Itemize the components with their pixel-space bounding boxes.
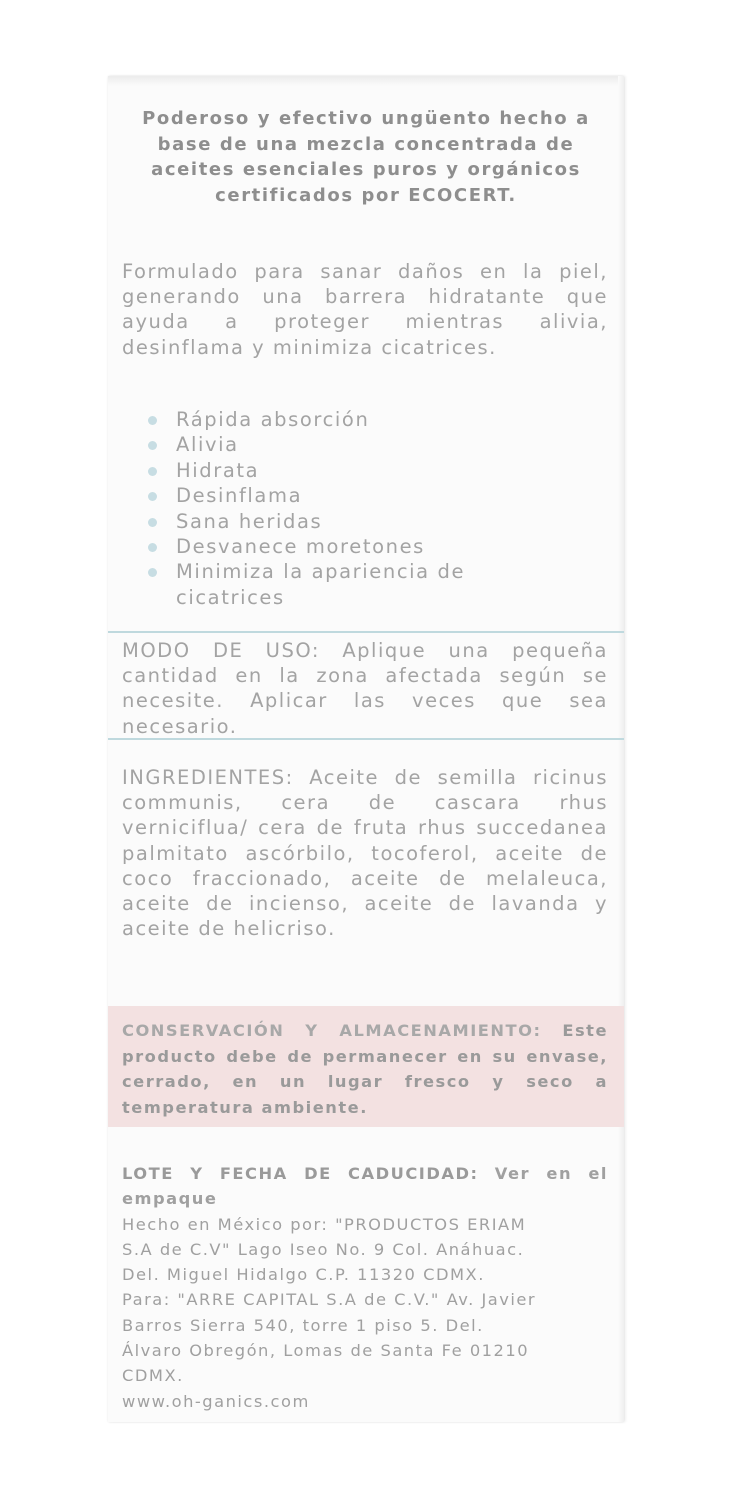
bullet-dot-icon <box>148 467 157 476</box>
distributor-line: Barros Sierra 540, torre 1 piso 5. Del. <box>122 1315 484 1335</box>
website-url: www.oh-ganics.com <box>122 1391 310 1411</box>
benefit-item <box>148 534 548 559</box>
conservacion-label: CONSERVACIÓN Y ALMACENAMIENTO: <box>122 1021 542 1040</box>
product-box-back-panel <box>108 76 624 1422</box>
bullet-dot-icon <box>148 518 157 527</box>
conservacion-text: Este producto debe de permanecer en su envase, cerrado, en un lugar fresco y seco a temperatura ambiente. <box>122 1021 608 1117</box>
manufacturer-line: S.A de C.V" Lago Iseo No. 9 Col. Anáhuac. <box>122 1239 525 1259</box>
benefit-item <box>148 407 548 432</box>
lote-label: LOTE Y FECHA DE CADUCIDAD: <box>122 1164 479 1183</box>
ingredientes-paragraph: INGREDIENTES: Aceite de semilla ricinus communis, cera de cascara rhus verniciflua/ cera de fruta rhus succedanea palmitato ascórbilo, tocoferol, aceite de coco fraccionado, aceite de melaleuca, aceite de incienso, aceite de lavanda y aceite de helicriso. <box>122 766 608 941</box>
benefit-label: Desinflama <box>176 484 303 508</box>
distributor-line: CDMX. <box>122 1366 184 1386</box>
section-divider <box>108 631 624 633</box>
bullet-dot-icon <box>148 441 157 450</box>
bullet-dot-icon <box>148 543 157 552</box>
manufacturer-line: Hecho en México por: "PRODUCTOS ERIAM <box>122 1214 527 1234</box>
formulado-paragraph: Formulado para sanar daños en la piel, generando una barrera hidratante que ayuda a proteger mientras alivia, desinflama y minimiza cicatrices. <box>122 260 608 359</box>
bullet-dot-icon <box>148 416 157 425</box>
benefit-item <box>148 509 548 534</box>
benefit-item <box>148 432 548 457</box>
benefit-item <box>148 483 548 508</box>
benefits-list <box>148 407 548 610</box>
bullet-dot-icon <box>148 568 157 577</box>
benefit-label: Alivia <box>176 433 239 457</box>
intro-description: Poderoso y efectivo ungüento hecho a base de una mezcla concentrada de aceites esenciales puros y orgánicos certificados por ECOCERT. <box>142 108 590 206</box>
bullet-dot-icon <box>148 492 157 501</box>
section-divider <box>108 738 624 740</box>
box-top-edge <box>108 76 624 86</box>
benefit-item <box>148 559 548 610</box>
conservacion-panel <box>108 1006 624 1127</box>
benefit-item <box>148 458 548 483</box>
benefit-label: Minimiza la apariencia de cicatrices <box>176 560 466 609</box>
benefit-label: Rápida absorción <box>176 408 370 431</box>
modo-de-uso-paragraph: MODO DE USO: Aplique una pequeña cantidad en la zona afectada según se necesite. Aplicar las veces que sea necesario. <box>122 639 608 738</box>
lote-text: Ver en el empaque <box>122 1164 608 1209</box>
distributor-line: Para: "ARRE CAPITAL S.A de C.V." Av. Javier <box>122 1290 537 1310</box>
footer-info <box>122 1161 608 1414</box>
manufacturer-line: Del. Miguel Hidalgo C.P. 11320 CDMX. <box>122 1265 485 1285</box>
conservacion-paragraph <box>122 1018 608 1120</box>
benefit-label: Hidrata <box>176 458 260 482</box>
benefit-label: Sana heridas <box>176 509 323 533</box>
lote-paragraph <box>122 1161 608 1212</box>
box-right-edge <box>618 76 624 1422</box>
distributor-line: Álvaro Obregón, Lomas de Santa Fe 01210 <box>122 1341 530 1361</box>
benefit-label: Desvanece moretones <box>176 535 425 559</box>
